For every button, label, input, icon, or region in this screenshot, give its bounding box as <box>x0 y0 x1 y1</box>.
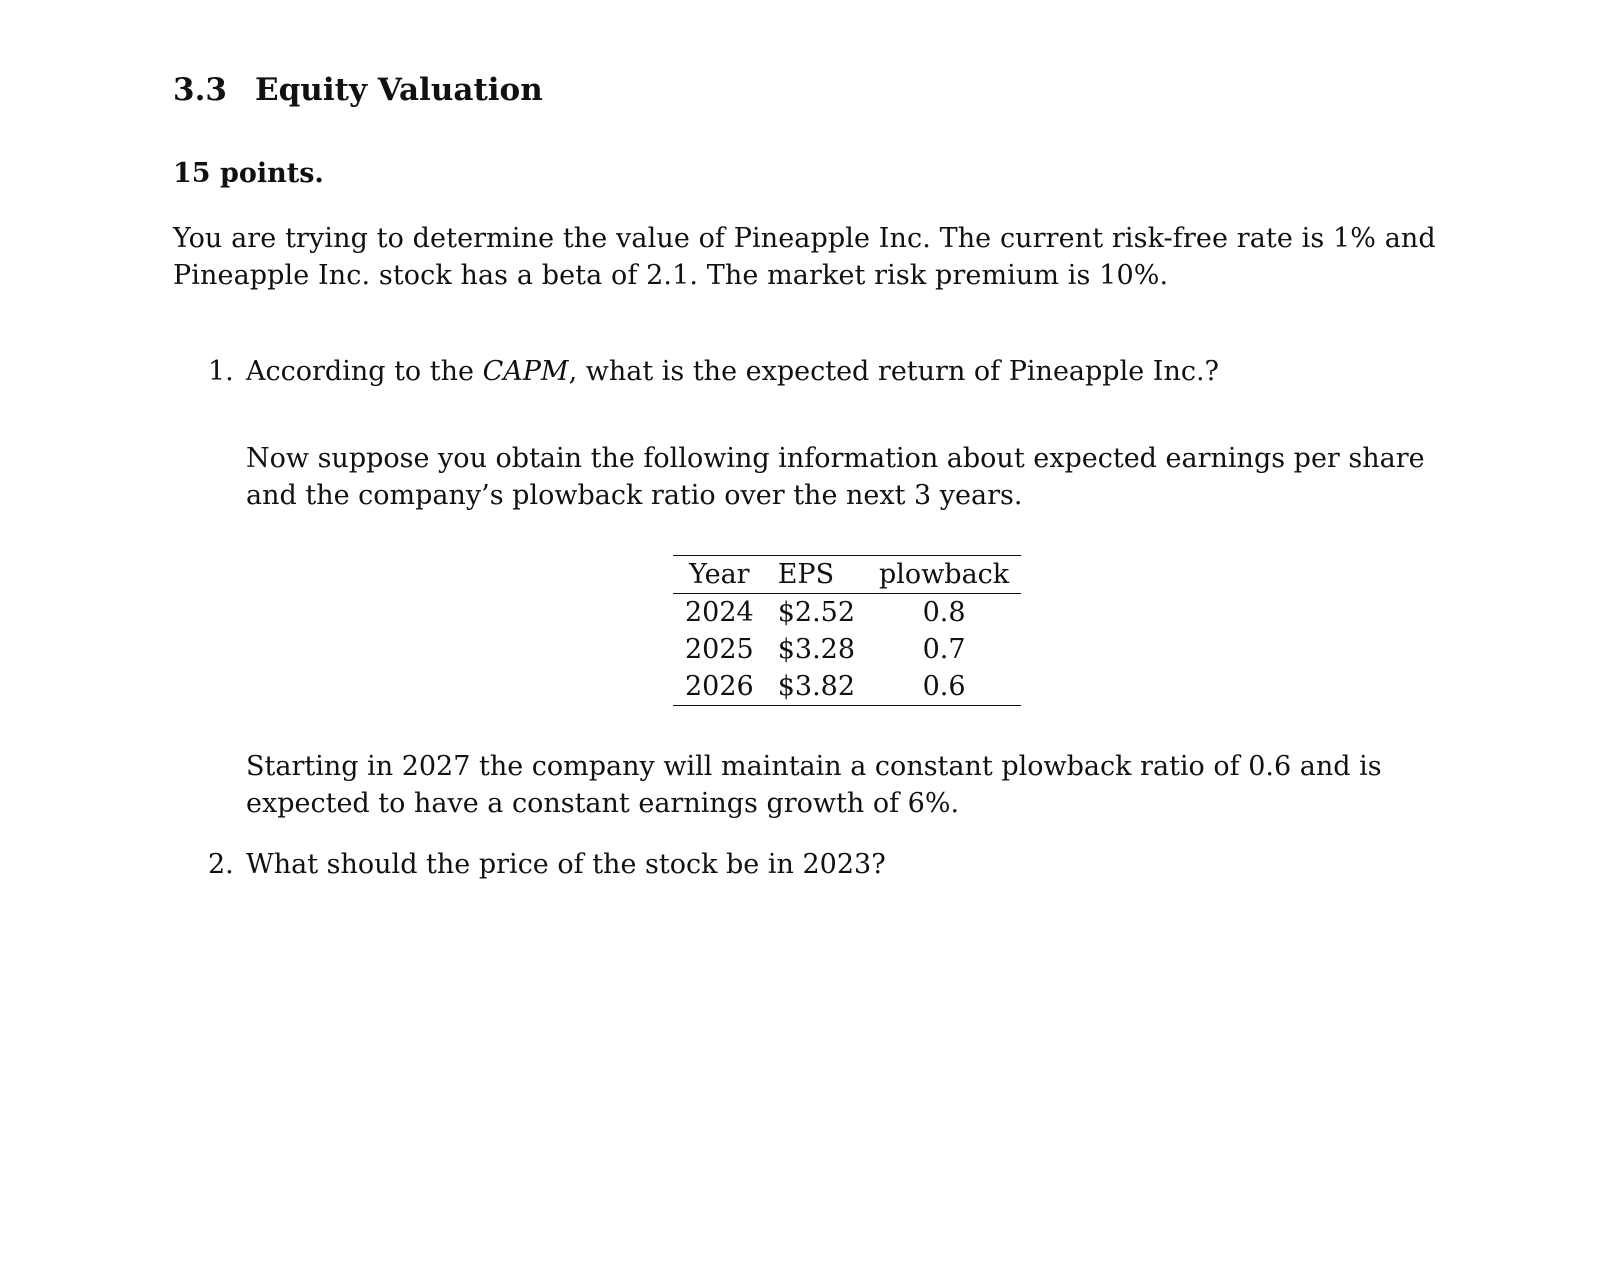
table-row <box>673 594 1021 632</box>
question-1-text-before: According to the <box>246 356 483 387</box>
table-header-row <box>673 556 1021 594</box>
table-row <box>673 668 1021 706</box>
question-1-number: 1. <box>208 356 234 387</box>
question-2-text: What should the price of the stock be in 2023? <box>246 849 886 880</box>
points-label: 15 points. <box>173 158 324 189</box>
table-row <box>673 631 1021 668</box>
eps-table <box>673 555 1021 706</box>
header-eps: EPS <box>777 559 835 590</box>
cell-year: 2025 <box>685 634 754 665</box>
cell-plowback: 0.8 <box>922 597 966 628</box>
header-year: Year <box>689 559 750 590</box>
question-1-capm: CAPM <box>482 356 569 387</box>
cell-year: 2024 <box>685 597 754 628</box>
cell-plowback: 0.6 <box>922 671 966 702</box>
eps-table-container <box>673 555 1017 706</box>
info-paragraph: Now suppose you obtain the following information about expected earnings per share and the company’s plowback ratio over the next 3 years. <box>246 443 1425 511</box>
cell-eps: $3.28 <box>777 634 856 665</box>
growth-paragraph: Starting in 2027 the company will maintain a constant plowback ratio of 0.6 and is expected to have a constant earnings growth of 6%. <box>246 751 1382 819</box>
cell-year: 2026 <box>685 671 754 702</box>
cell-eps: $3.82 <box>777 671 856 702</box>
section-heading <box>173 72 543 108</box>
section-title: Equity Valuation <box>255 72 543 108</box>
cell-plowback: 0.7 <box>922 634 966 665</box>
header-plowback: plowback <box>879 559 1010 590</box>
question-2 <box>208 846 886 883</box>
intro-paragraph <box>173 220 1443 294</box>
question-1 <box>208 353 1219 390</box>
section-number: 3.3 <box>173 72 227 108</box>
cell-eps: $2.52 <box>777 597 856 628</box>
question-1-text-after: , what is the expected return of Pineapple Inc.? <box>568 356 1220 387</box>
question-2-number: 2. <box>208 849 234 880</box>
intro-line-1: You are trying to determine the value of Pineapple Inc. The current risk-free rate is 1% and <box>173 223 1436 254</box>
intro-line-2: Pineapple Inc. stock has a beta of 2.1. The market risk premium is 10%. <box>173 260 1169 291</box>
